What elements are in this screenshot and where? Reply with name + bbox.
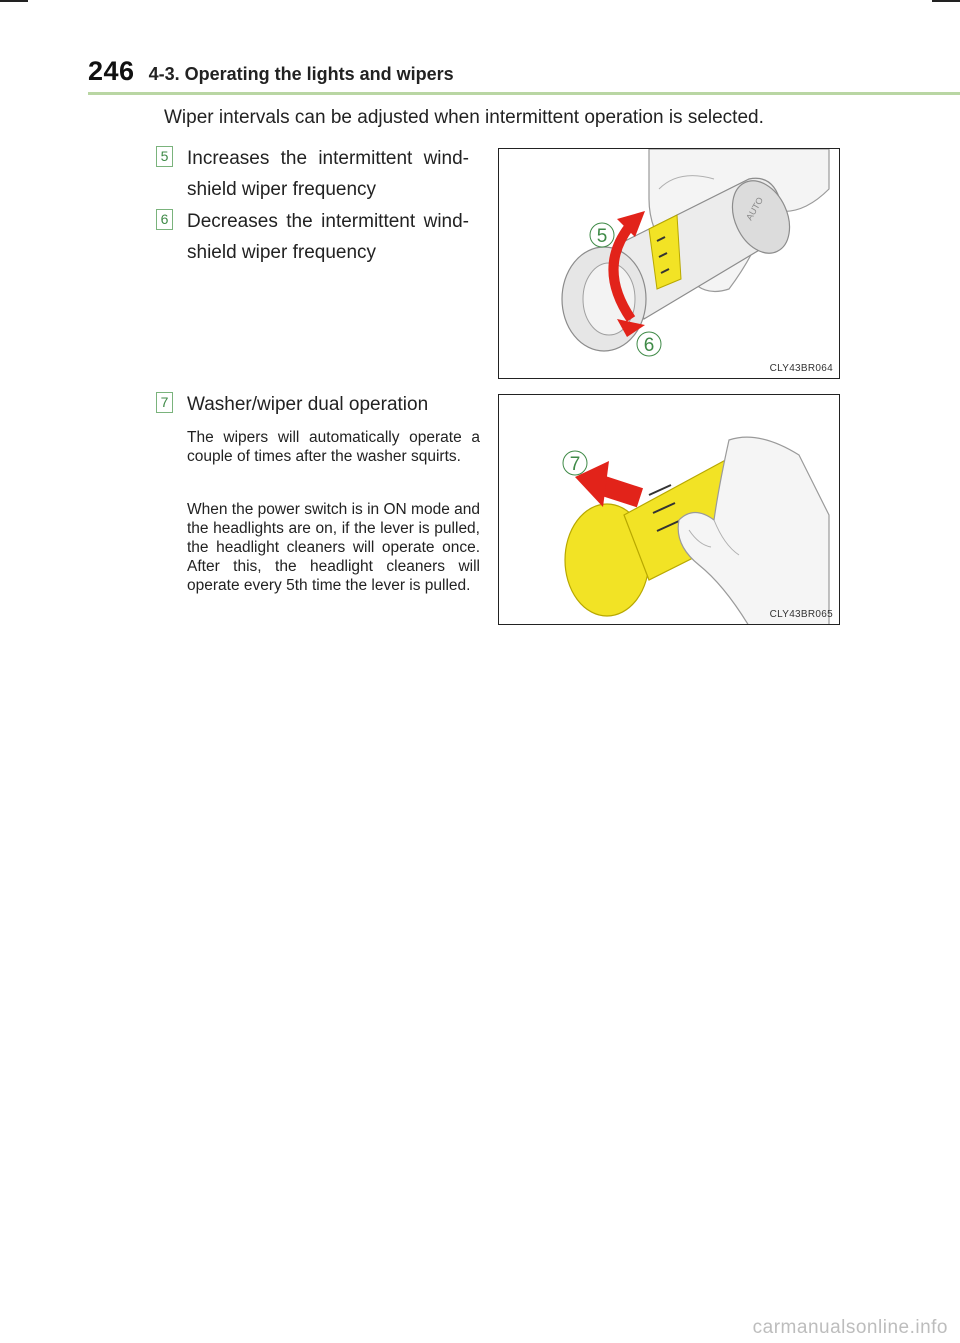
intro-text: Wiper intervals can be adjusted when intermittent operation is selected. bbox=[164, 107, 764, 128]
item-badge: 7 bbox=[156, 392, 173, 413]
figure-code: CLY43BR064 bbox=[769, 363, 833, 374]
item-badge: 5 bbox=[156, 146, 173, 167]
knob-label: AUTO bbox=[744, 195, 766, 222]
crop-mark-right bbox=[932, 0, 960, 2]
figure-wiper-frequency bbox=[498, 148, 840, 379]
page-number: 246 bbox=[88, 56, 135, 86]
note-paragraph: The wipers will automatically operate a couple of times after the washer squirts. bbox=[187, 429, 480, 465]
list-item-6 bbox=[156, 206, 469, 268]
item-text: Washer/wiper dual operation bbox=[187, 394, 429, 415]
watermark: carmanualsonline.info bbox=[752, 1317, 948, 1338]
item-text: Increases the intermittent wind-shield wiper frequency bbox=[187, 148, 469, 200]
item-text: Decreases the intermittent wind-shield wiper frequency bbox=[187, 211, 469, 263]
list-item-5 bbox=[156, 143, 469, 205]
section-title: 4-3. Operating the lights and wipers bbox=[148, 64, 454, 84]
item-badge: 6 bbox=[156, 209, 173, 230]
figure-washer-operation bbox=[498, 394, 840, 625]
note-paragraph: When the power switch is in ON mode and the headlights are on, if the lever is pulled, the headlight cleaners will operate once. After this, the headlight cleaners will operate every 5th time the lever is pulled. bbox=[187, 501, 480, 594]
callout-6: 6 bbox=[643, 335, 655, 356]
header-rule bbox=[88, 92, 960, 95]
page-header bbox=[88, 56, 454, 87]
callout-5: 5 bbox=[596, 226, 608, 247]
figure-wiper-frequency-illustration bbox=[499, 149, 840, 379]
crop-mark-left bbox=[0, 0, 28, 2]
figure-code: CLY43BR065 bbox=[769, 609, 833, 620]
list-item-7 bbox=[156, 389, 487, 420]
callout-7: 7 bbox=[569, 454, 581, 475]
figure-washer-operation-illustration bbox=[499, 395, 840, 625]
